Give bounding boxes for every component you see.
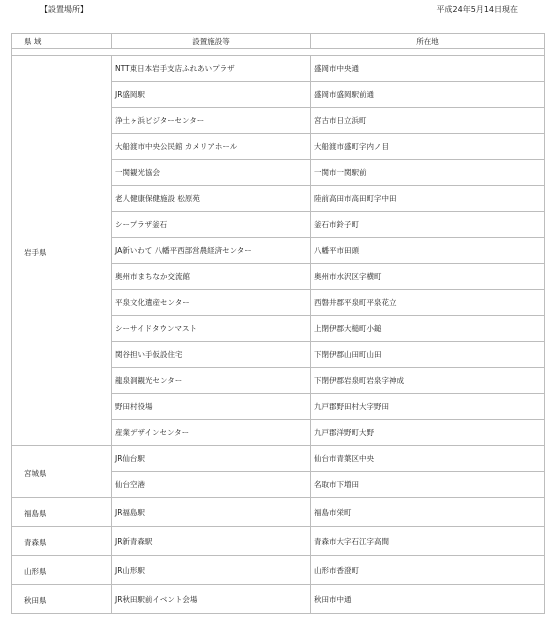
prefecture-cell: 宮城県	[12, 446, 112, 498]
address-cell: 西磐井郡平泉町平泉花立	[311, 290, 545, 316]
column-header-address: 所在地	[311, 34, 545, 49]
facility-cell: 一関観光協会	[112, 160, 311, 186]
facility-cell: JR仙台駅	[112, 446, 311, 472]
facility-cell: 仙台空港	[112, 472, 311, 498]
address-cell: 九戸郡野田村大字野田	[311, 394, 545, 420]
facility-cell: JR福島駅	[112, 498, 311, 527]
address-cell: 一関市一関駅前	[311, 160, 545, 186]
address-cell: 陸前高田市高田町字中田	[311, 186, 545, 212]
table-row	[12, 56, 545, 82]
address-cell: 奥州市水沢区字横町	[311, 264, 545, 290]
prefecture-cell: 山形県	[12, 556, 112, 585]
table-header-row	[12, 34, 545, 49]
prefecture-cell: 岩手県	[12, 56, 112, 446]
prefecture-cell: 秋田県	[12, 585, 112, 614]
prefecture-cell: 福島県	[12, 498, 112, 527]
facility-cell: JR山形駅	[112, 556, 311, 585]
table-row	[12, 446, 545, 472]
spacer-cell	[12, 49, 545, 56]
facility-cell: 大船渡市中央公民館 カメリアホール	[112, 134, 311, 160]
address-cell: 上閉伊郡大槌町小鎚	[311, 316, 545, 342]
facility-cell: 産業デザインセンター	[112, 420, 311, 446]
facility-cell: JA新いわて 八幡平西部営農経済センター	[112, 238, 311, 264]
facility-cell: 浄土ヶ浜ビジターセンター	[112, 108, 311, 134]
facility-cell: シープラザ釜石	[112, 212, 311, 238]
facility-cell: NTT東日本岩手支店ふれあいプラザ	[112, 56, 311, 82]
address-cell: 釜石市鈴子町	[311, 212, 545, 238]
spacer-row	[12, 49, 545, 56]
installation-locations-table	[11, 33, 545, 614]
address-cell: 名取市下増田	[311, 472, 545, 498]
as-of-date: 平成24年5月14日現在	[436, 5, 518, 14]
table-row	[12, 527, 545, 556]
address-cell: 秋田市中通	[311, 585, 545, 614]
address-cell: 下閉伊郡山田町山田	[311, 342, 545, 368]
address-cell: 福島市栄町	[311, 498, 545, 527]
facility-cell: 野田村役場	[112, 394, 311, 420]
address-cell: 九戸郡洋野町大野	[311, 420, 545, 446]
address-cell: 仙台市青葉区中央	[311, 446, 545, 472]
address-cell: 宮古市日立浜町	[311, 108, 545, 134]
column-header-prefecture: 県 域	[12, 34, 112, 49]
address-cell: 山形市香澄町	[311, 556, 545, 585]
facility-cell: シーサイドタウンマスト	[112, 316, 311, 342]
section-heading: 【設置場所】	[40, 5, 88, 14]
address-cell: 青森市大字石江字高間	[311, 527, 545, 556]
facility-cell: 奥州市まちなか交流館	[112, 264, 311, 290]
facility-cell: JR新青森駅	[112, 527, 311, 556]
address-cell: 八幡平市田頭	[311, 238, 545, 264]
address-cell: 下閉伊郡岩泉町岩泉字神成	[311, 368, 545, 394]
column-header-facility: 設置施設等	[112, 34, 311, 49]
address-cell: 盛岡市盛岡駅前通	[311, 82, 545, 108]
table-row	[12, 498, 545, 527]
table-body	[12, 49, 545, 614]
facility-cell: 老人健康保健施設 松原苑	[112, 186, 311, 212]
table-row	[12, 556, 545, 585]
address-cell: 盛岡市中央通	[311, 56, 545, 82]
facility-cell: JR盛岡駅	[112, 82, 311, 108]
table-row	[12, 585, 545, 614]
address-cell: 大船渡市盛町字内ノ目	[311, 134, 545, 160]
prefecture-cell: 青森県	[12, 527, 112, 556]
facility-cell: JR秋田駅前イベント会場	[112, 585, 311, 614]
facility-cell: 平泉文化遺産センター	[112, 290, 311, 316]
facility-cell: 龍泉洞観光センター	[112, 368, 311, 394]
facility-cell: 関谷担い手仮設住宅	[112, 342, 311, 368]
